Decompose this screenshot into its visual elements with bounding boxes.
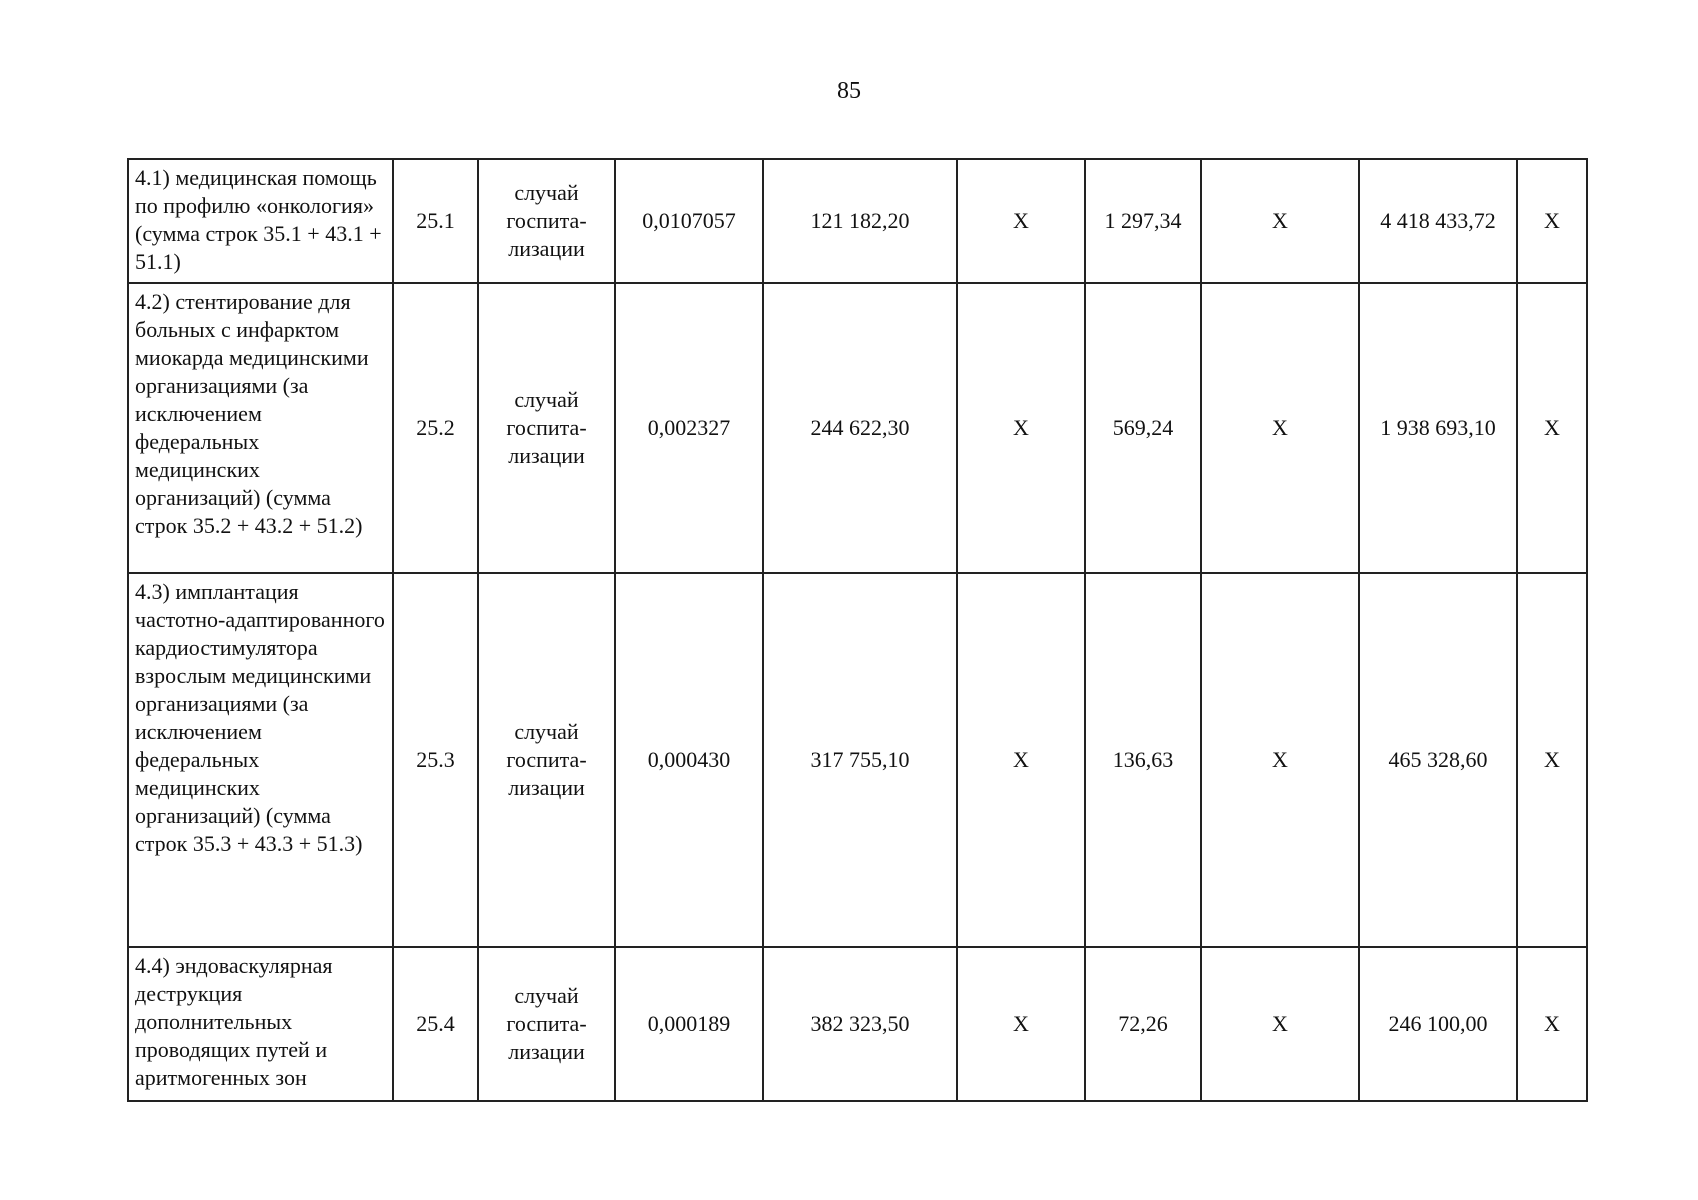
unit-text: случай: [514, 719, 579, 744]
row-per-capita: 1 297,34: [1085, 159, 1201, 283]
row-line-number: 25.4: [393, 947, 478, 1101]
unit-text: госпита-: [506, 415, 587, 440]
unit-text: случай: [514, 983, 579, 1008]
row-description: 4.4) эндоваскулярная деструкция дополнительных проводящих путей и аритмогенных зон: [128, 947, 393, 1101]
row-total: 465 328,60: [1359, 573, 1517, 947]
unit-text: случай: [514, 180, 579, 205]
row-x-mark: Х: [1517, 573, 1587, 947]
row-x-mark: Х: [1517, 159, 1587, 283]
unit-text: госпита-: [506, 208, 587, 233]
row-norm: 0,002327: [615, 283, 763, 573]
row-line-number: 25.3: [393, 573, 478, 947]
row-line-number: 25.1: [393, 159, 478, 283]
table-row: [128, 159, 1587, 283]
row-per-capita: 136,63: [1085, 573, 1201, 947]
row-cost: 317 755,10: [763, 573, 957, 947]
row-x-mark: Х: [1201, 947, 1359, 1101]
row-unit: [478, 573, 615, 947]
unit-text: лизации: [508, 236, 585, 261]
row-cost: 244 622,30: [763, 283, 957, 573]
row-total: 4 418 433,72: [1359, 159, 1517, 283]
row-unit: [478, 159, 615, 283]
table-row: [128, 573, 1587, 947]
unit-text: лизации: [508, 775, 585, 800]
row-cost: 382 323,50: [763, 947, 957, 1101]
row-total: 246 100,00: [1359, 947, 1517, 1101]
row-cost: 121 182,20: [763, 159, 957, 283]
row-description: 4.3) имплантация частотно-адаптированного кардиостимулятора взрослым медицинскими организациями (за исключением федеральных медицинских организаций) (сумма строк 35.3 + 43.3 + 51.3): [128, 573, 393, 947]
table-row: [128, 283, 1587, 573]
unit-text: лизации: [508, 443, 585, 468]
row-description: 4.1) медицинская помощь по профилю «онкология» (сумма строк 35.1 + 43.1 + 51.1): [128, 159, 393, 283]
row-x-mark: Х: [957, 159, 1085, 283]
row-norm: 0,0107057: [615, 159, 763, 283]
row-x-mark: Х: [1517, 283, 1587, 573]
row-x-mark: Х: [1201, 283, 1359, 573]
page-number: 85: [837, 78, 861, 104]
unit-text: госпита-: [506, 1011, 587, 1036]
row-x-mark: Х: [957, 947, 1085, 1101]
row-per-capita: 72,26: [1085, 947, 1201, 1101]
table-row: [128, 947, 1587, 1101]
row-x-mark: Х: [1201, 573, 1359, 947]
row-unit: [478, 283, 615, 573]
row-norm: 0,000189: [615, 947, 763, 1101]
row-x-mark: Х: [957, 283, 1085, 573]
row-unit: [478, 947, 615, 1101]
row-x-mark: Х: [1517, 947, 1587, 1101]
unit-text: случай: [514, 387, 579, 412]
data-table: [127, 158, 1588, 1102]
unit-text: госпита-: [506, 747, 587, 772]
row-line-number: 25.2: [393, 283, 478, 573]
row-per-capita: 569,24: [1085, 283, 1201, 573]
row-description: 4.2) стентирование для больных с инфарктом миокарда медицинскими организациями (за исключением федеральных медицинских организаций) (сумма строк 35.2 + 43.2 + 51.2): [128, 283, 393, 573]
unit-text: лизации: [508, 1039, 585, 1064]
row-x-mark: Х: [957, 573, 1085, 947]
row-norm: 0,000430: [615, 573, 763, 947]
row-total: 1 938 693,10: [1359, 283, 1517, 573]
row-x-mark: Х: [1201, 159, 1359, 283]
